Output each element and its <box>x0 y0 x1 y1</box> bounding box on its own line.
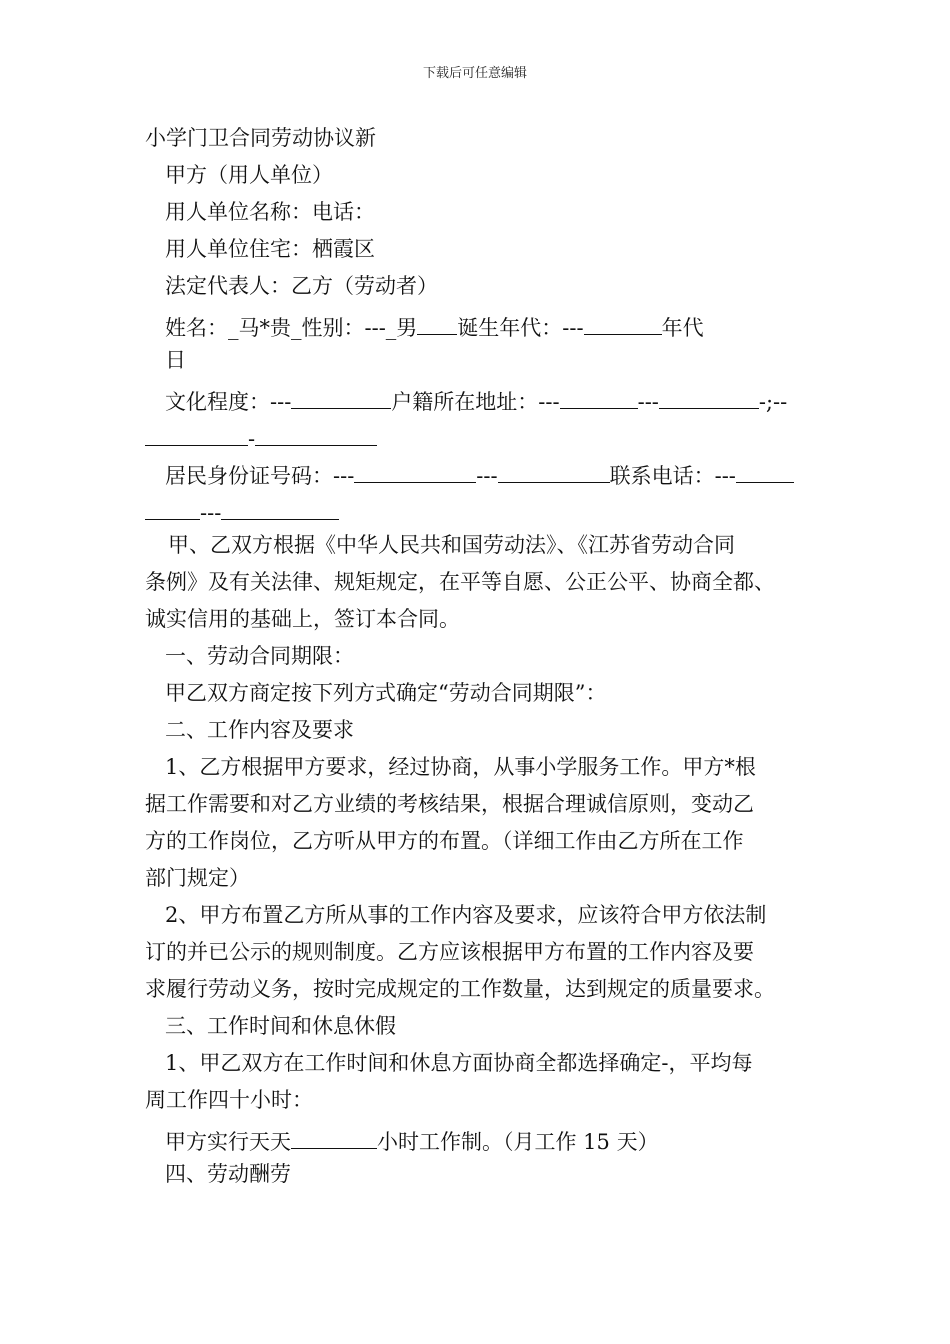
preamble-line-2: 条例》及有关法律、规矩规定，在平等自愿、公正公平、协商全都、 <box>145 570 775 594</box>
birth-label: 诞生年代：--- <box>457 316 584 340</box>
phone-cont-sep: --- <box>200 501 222 525</box>
blank-underline <box>354 461 476 483</box>
phone-cont-line <box>145 498 339 524</box>
clause-2-1-line-1: 1、乙方根据甲方要求，经过协商，从事小学服务工作。甲方*根 <box>165 755 756 779</box>
blank-underline <box>736 461 794 483</box>
birth-suffix: 年代 <box>661 316 704 340</box>
blank-underline <box>291 1127 377 1149</box>
employer-address-line: 用人单位住宅：栖霞区 <box>165 237 375 261</box>
household-label: 户籍所在地址：--- <box>391 390 560 414</box>
preamble-line-3: 诚实信用的基础上，签订本合同。 <box>145 607 460 631</box>
id-sep: --- <box>476 464 498 488</box>
employer-name-line: 用人单位名称：电话： <box>165 200 375 224</box>
party-a-heading: 甲方（用人单位） <box>165 163 333 187</box>
id-phone-line <box>165 461 794 487</box>
work-hours-label: 甲方实行天天 <box>165 1130 291 1154</box>
blank-underline <box>417 313 457 335</box>
clause-2-2-line-1: 2、甲方布置乙方所从事的工作内容及要求，应该符合甲方依法制 <box>165 903 767 927</box>
name-gender-line <box>165 313 704 339</box>
blank-underline <box>145 424 248 446</box>
section-3-heading: 三、工作时间和休息休假 <box>165 1014 396 1038</box>
clause-2-1-line-4: 部门规定） <box>145 866 250 890</box>
blank-underline <box>498 461 610 483</box>
section-1-heading: 一、劳动合同期限： <box>165 644 354 668</box>
household-sep: --- <box>637 390 659 414</box>
clause-2-2-line-2: 订的并已公示的规则制度。乙方应该根据甲方布置的工作内容及要 <box>145 940 754 964</box>
clause-3-1-line-2: 周工作四十小时： <box>145 1088 313 1112</box>
legal-rep-line: 法定代表人：乙方（劳动者） <box>165 274 438 298</box>
page-header: 下载后可任意编辑 <box>422 66 527 81</box>
clause-2-1-line-3: 方的工作岗位，乙方听从甲方的布置。（详细工作由乙方所在工作 <box>145 829 744 853</box>
household-end: -;-- <box>758 390 788 414</box>
section-4-heading: 四、劳动酬劳 <box>165 1162 291 1186</box>
day-line: 日 <box>165 348 186 372</box>
blank-underline <box>560 387 638 409</box>
blank-underline <box>255 424 377 446</box>
name-gender-text: 姓名：_马*贵_性别：---_男 <box>165 316 418 340</box>
education-line <box>165 387 787 413</box>
education-label: 文化程度：--- <box>165 390 292 414</box>
household-cont-sep: - <box>248 427 256 451</box>
preamble-line-1: 甲、乙双方根据《中华人民共和国劳动法》、《江苏省劳动合同 <box>168 533 735 557</box>
work-hours-suffix: 小时工作制。（月工作 15 天） <box>377 1130 659 1154</box>
work-hours-line <box>165 1127 659 1153</box>
household-cont-line <box>145 424 377 450</box>
blank-underline <box>659 387 759 409</box>
blank-underline <box>584 313 662 335</box>
blank-underline <box>145 498 200 520</box>
clause-3-1-line-1: 1、甲乙双方在工作时间和休息方面协商全都选择确定-，平均每 <box>165 1051 753 1075</box>
clause-2-1-line-2: 据工作需要和对乙方业绩的考核结果，根据合理诚信原则，变动乙 <box>145 792 754 816</box>
document-title: 小学门卫合同劳动协议新 <box>145 126 376 150</box>
blank-underline <box>221 498 339 520</box>
clause-2-2-line-3: 求履行劳动义务，按时完成规定的工作数量，达到规定的质量要求。 <box>145 977 775 1001</box>
blank-underline <box>291 387 391 409</box>
section-1-text: 甲乙双方商定按下列方式确定“劳动合同期限”： <box>165 681 607 705</box>
section-2-heading: 二、工作内容及要求 <box>165 718 354 742</box>
phone-label: 联系电话：--- <box>609 464 736 488</box>
id-label: 居民身份证号码：--- <box>165 464 355 488</box>
